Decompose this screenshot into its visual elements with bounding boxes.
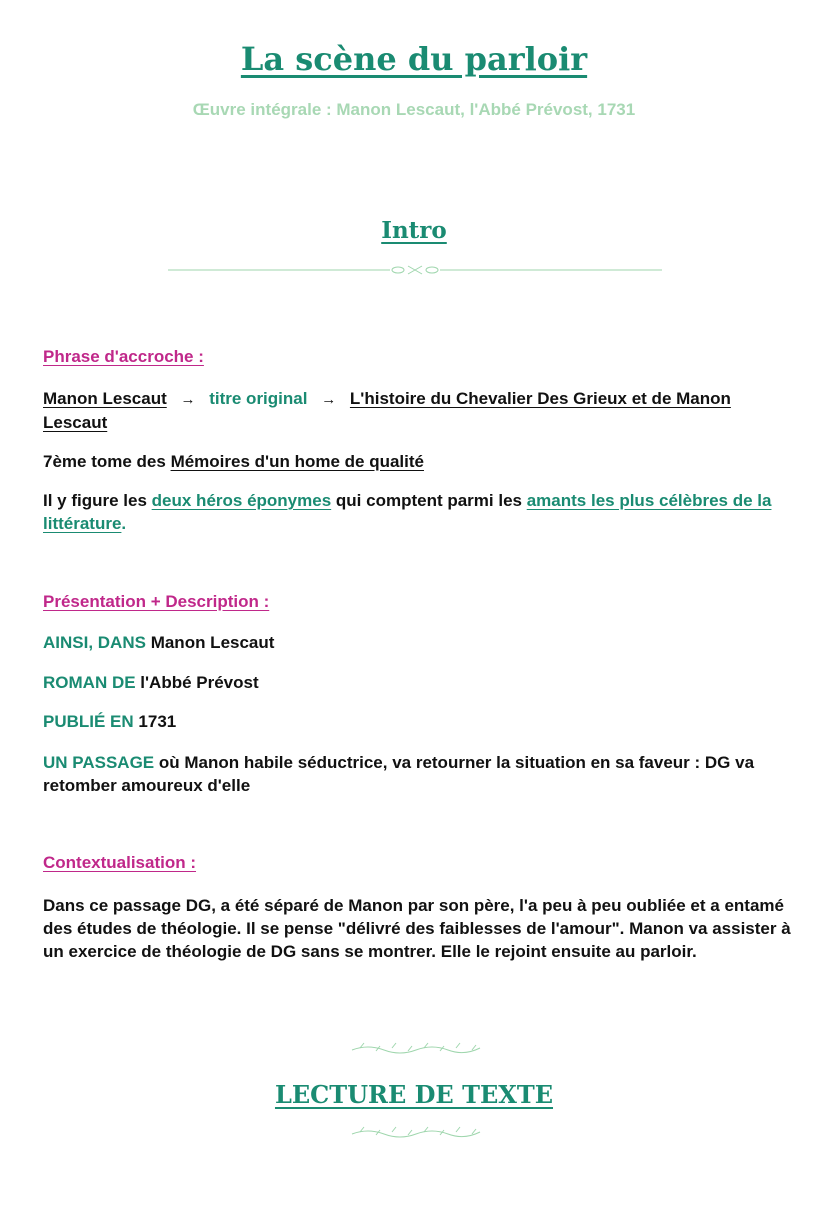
presentation-keyword: PUBLIÉ EN [43,712,134,731]
intro-heading: Intro [381,217,447,244]
heroes-link: deux héros éponymes [151,491,332,510]
presentation-item [43,710,793,733]
context-heading: Contextualisation : [43,853,197,872]
page-subtitle: Œuvre intégrale : Manon Lescaut, l'Abbé Prévost, 1731 [192,100,636,119]
page-title: La scène du parloir [240,40,588,78]
hook-line-volume [43,450,793,473]
original-title-label: titre original [209,389,308,408]
context-paragraph: Dans ce passage DG, a été séparé de Manon par son père, l'a peu à peu oubliée et a entamé des études de théologie. Il se pense "délivré des faiblesses de l'amour". Manon va assister à un exercice de théologie de DG sans se montrer. Elle le rejoint ensuite au parloir. [43,896,791,961]
arrow-icon: → [180,391,196,408]
lovers-link: amants les plus célèbres de la littérature [43,491,772,533]
hook-heading: Phrase d'accroche : [43,347,204,366]
presentation-item [43,751,793,797]
presentation-text: où Manon habile séductrice, va retourner la situation en sa faveur : DG va retomber amoureux d'elle [43,753,755,795]
presentation-keyword: AINSI, DANS [43,633,146,652]
presentation-keyword: UN PASSAGE [43,753,155,772]
presentation-keyword: ROMAN DE [43,673,136,692]
presentation-item [43,631,793,654]
vine-ornament-icon [348,1040,482,1056]
collection-title: Mémoires d'un home de qualité [170,452,424,471]
heroes-text: qui comptent parmi les [331,491,527,510]
presentation-text: Manon Lescaut [145,633,275,652]
lecture-heading: LECTURE DE TEXTE [274,1080,554,1109]
hook-line-heroes [43,489,793,535]
presentation-text: l'Abbé Prévost [135,673,259,692]
vine-ornament-icon [348,1124,482,1140]
period: . [121,514,127,533]
work-title: Manon Lescaut [43,389,167,408]
presentation-heading: Présentation + Description : [43,592,270,611]
heroes-text: Il y figure les [43,491,152,510]
arrow-icon: → [321,391,337,408]
original-title: L'histoire du Chevalier Des Grieux et de Manon Lescaut [43,389,731,432]
presentation-item [43,671,793,694]
volume-prefix: 7ème tome des [43,452,171,471]
presentation-text: 1731 [133,712,177,731]
hook-line-titles [43,387,793,434]
ornament-divider [168,262,662,278]
